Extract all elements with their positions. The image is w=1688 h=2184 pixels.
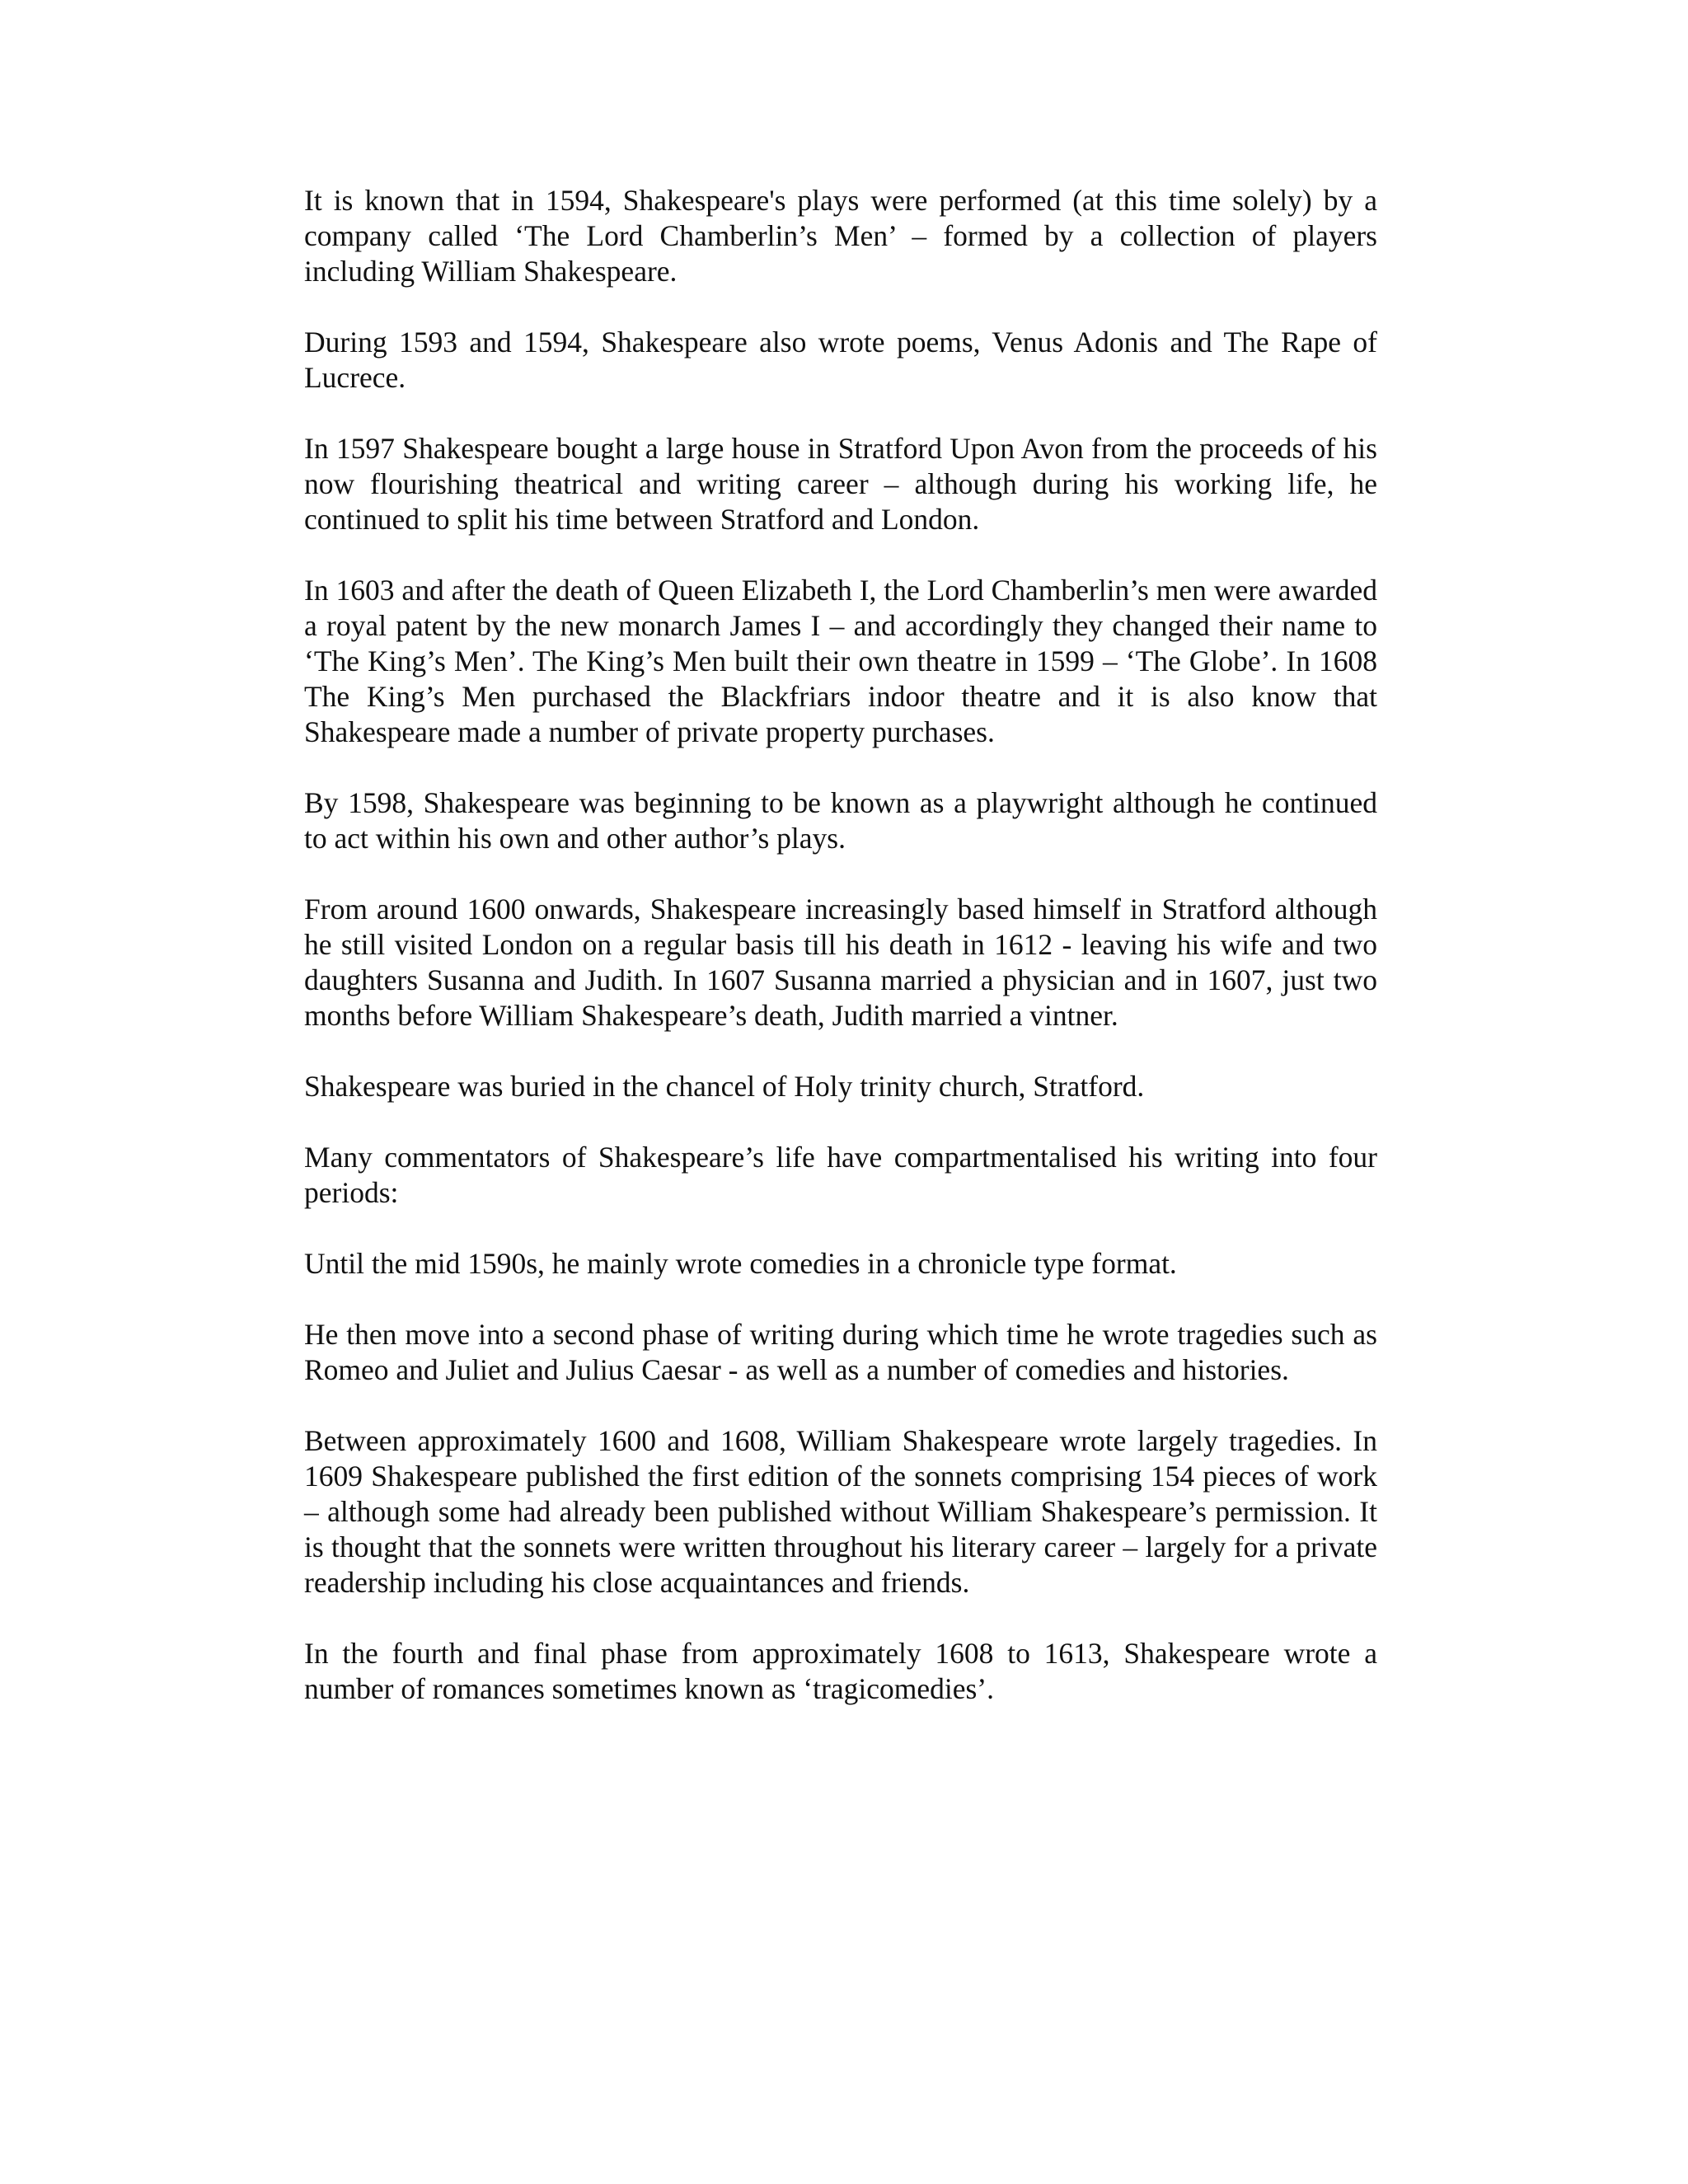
paragraph-4: In 1603 and after the death of Queen Elizabeth I, the Lord Chamberlin’s men were awarded a royal patent by the new monarch James I – and accordingly they changed their name to ‘The King’s Men’. The King’s Men built their own theatre in 1599 – ‘The Globe’. In 1608 The King’s Men purchased the Blackfriars indoor theatre and it is also know that Shakespeare made a number of private property purchases. <box>304 574 1377 748</box>
paragraph-2: During 1593 and 1594, Shakespeare also wrote poems, Venus Adonis and The Rape of Lucrece. <box>304 326 1377 394</box>
paragraph-1: It is known that in 1594, Shakespeare's plays were performed (at this time solely) by a company called ‘The Lord Chamberlin’s Men’ – formed by a collection of players including William Shakespeare. <box>304 184 1377 288</box>
paragraph-5: By 1598, Shakespeare was beginning to be known as a playwright although he continued to act within his own and other author’s plays. <box>304 786 1377 855</box>
document-body <box>304 183 1377 1742</box>
paragraph-3: In 1597 Shakespeare bought a large house in Stratford Upon Avon from the proceeds of his now flourishing theatrical and writing career – although during his working life, he continued to split his time between Stratford and London. <box>304 432 1377 536</box>
paragraph-6: From around 1600 onwards, Shakespeare increasingly based himself in Stratford although he still visited London on a regular basis till his death in 1612 - leaving his wife and two daughters Susanna and Judith. In 1607 Susanna married a physician and in 1607, just two months before William Shakespeare’s death, Judith married a vintner. <box>304 893 1377 1032</box>
paragraph-9: Until the mid 1590s, he mainly wrote comedies in a chronicle type format. <box>304 1247 1177 1280</box>
paragraph-12: In the fourth and final phase from approximately 1608 to 1613, Shakespeare wrote a number of romances sometimes known as ‘tragicomedies’. <box>304 1637 1377 1705</box>
paragraph-10: He then move into a second phase of writing during which time he wrote tragedies such as Romeo and Juliet and Julius Caesar - as well as a number of comedies and histories. <box>304 1318 1377 1386</box>
paragraph-7: Shakespeare was buried in the chancel of Holy trinity church, Stratford. <box>304 1070 1145 1103</box>
paragraph-8: Many commentators of Shakespeare’s life have compartmentalised his writing into four periods: <box>304 1141 1377 1209</box>
paragraph-11: Between approximately 1600 and 1608, William Shakespeare wrote largely tragedies. In 1609 Shakespeare published the first edition of the sonnets comprising 154 pieces of work – although some had already been published without William Shakespeare’s permission. It is thought that the sonnets were written throughout his literary career – largely for a private readership including his close acquaintances and friends. <box>304 1424 1377 1599</box>
